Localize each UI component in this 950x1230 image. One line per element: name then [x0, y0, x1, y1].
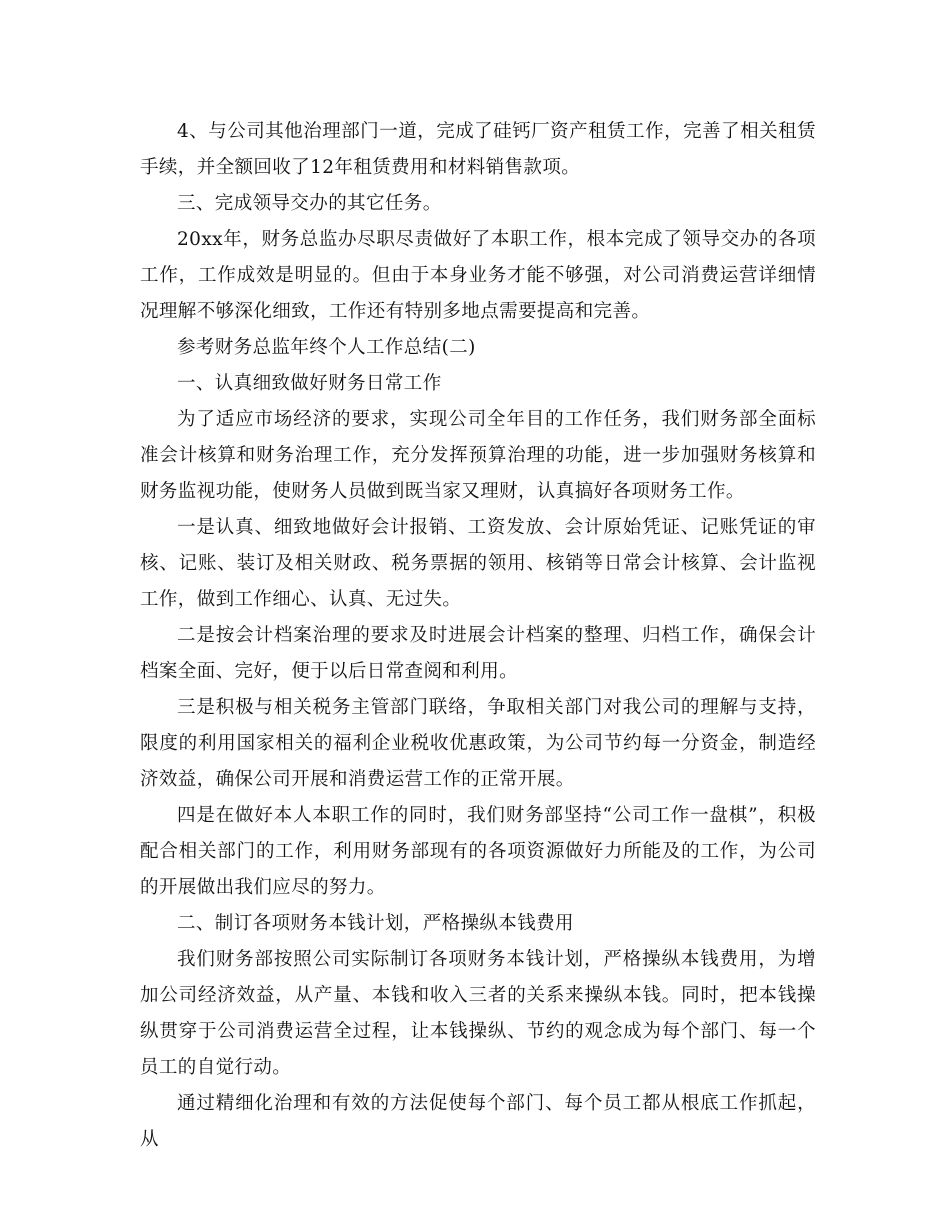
paragraph-point-one: 一是认真、细致地做好会计报销、工资发放、会计原始凭证、记账凭证的审核、记账、装订及相关财政、税务票据的领用、核销等日常会计核算、会计监视工作，做到工作细心、认真、无过失。: [140, 517, 816, 610]
paragraph-cost-control: 我们财务部按照公司实际制订各项财务本钱计划，严格操纵本钱费用，为增加公司经济效益，从产量、本钱和收入三者的关系来操纵本钱。同时，把本钱操纵贯穿于公司消费运营全过程，让本钱操纵、节约的观念成为每个部门、每一个员工的自觉行动。: [140, 949, 816, 1078]
heading-daily-work: 一、认真细致做好财务日常工作: [177, 373, 442, 394]
paragraph-point-two: 二是按会计档案治理的要求及时进展会计档案的整理、归档工作，确保会计档案全面、完好，便于以后日常查阅和利用。: [140, 625, 816, 682]
paragraph-point-four: 四是在做好本人本职工作的同时，我们财务部坚持“公司工作一盘棋”，积极配合相关部门的工作，利用财务部现有的各项资源做好力所能及的工作，为公司的开展做出我们应尽的努力。: [140, 805, 816, 898]
paragraph-asset-lease: 4、与公司其他治理部门一道，完成了硅钙厂资产租赁工作，完善了相关租赁手续，并全额回收了12年租赁费用和材料销售款项。: [140, 121, 816, 178]
document-body: [140, 114, 816, 1158]
paragraph-year-summary: 20xx年，财务总监办尽职尽责做好了本职工作，根本完成了领导交办的各项工作，工作成效是明显的。但由于本身业务才能不够强，对公司消费运营详细情况理解不够深化细致，工作还有特别多地点需要提高和完善。: [140, 229, 816, 322]
section-title-part-two: 参考财务总监年终个人工作总结(二): [177, 337, 476, 358]
paragraph-refined-management: 通过精细化治理和有效的方法促使每个部门、每个员工都从根底工作抓起，从: [140, 1093, 816, 1150]
heading-other-tasks: 三、完成领导交办的其它任务。: [177, 193, 442, 214]
heading-cost-plan: 二、制订各项财务本钱计划，严格操纵本钱费用: [177, 913, 574, 934]
paragraph-market-requirements: 为了适应市场经济的要求，实现公司全年目的工作任务，我们财务部全面标准会计核算和财务治理工作，充分发挥预算治理的功能，进一步加强财务核算和财务监视功能，使财务人员做到既当家又理财，认真搞好各项财务工作。: [140, 409, 816, 502]
paragraph-point-three: 三是积极与相关税务主管部门联络，争取相关部门对我公司的理解与支持，限度的利用国家相关的福利企业税收优惠政策，为公司节约每一分资金，制造经济效益，确保公司开展和消费运营工作的正常开展。: [140, 697, 816, 790]
